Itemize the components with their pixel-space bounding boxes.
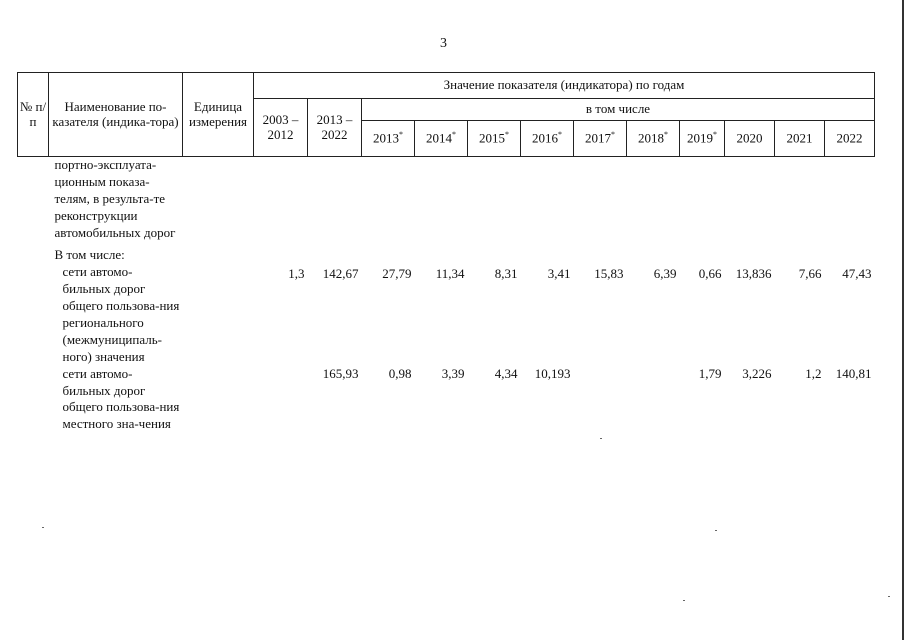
scan-speck — [42, 527, 44, 528]
indicator-intro: В том числе: — [54, 247, 125, 263]
table-row — [18, 366, 875, 434]
value-2014: 11,34 — [435, 266, 465, 282]
header-year-2018: 2018* — [627, 121, 680, 157]
header-year-2019: 2019* — [680, 121, 725, 157]
value-2020: 3,226 — [742, 365, 772, 381]
scan-speck — [888, 596, 890, 597]
indicator-subname: сети автомо-бильных дорог общего пользова-ния местного зна-чения — [62, 365, 180, 432]
scan-speck — [715, 530, 717, 531]
indicator-name — [49, 247, 183, 365]
header-year-2014: 2014* — [415, 121, 468, 157]
value-2016: 10,193 — [534, 365, 571, 381]
value-2020: 13,836 — [735, 266, 772, 282]
indicator-table-wrapper — [17, 72, 875, 433]
table-row — [18, 247, 875, 365]
value-2018 — [627, 366, 680, 434]
value-2021: 7,66 — [798, 266, 822, 282]
header-indicator-name: Наименование по-казателя (индика-тора) — [49, 73, 183, 157]
value-2015: 8,31 — [494, 266, 518, 282]
header-year-2017: 2017* — [574, 121, 627, 157]
indicator-subname: сети автомо-бильных дорог общего пользова-ния регионального (межмуниципаль-ного) значения — [62, 264, 180, 364]
value-2017 — [574, 366, 627, 434]
value-2013: 0,98 — [388, 365, 412, 381]
indicator-name: портно-эксплуата-ционным показа-телям, в результа-те реконструкции автомобильных дорог — [54, 157, 176, 240]
value-2018: 6,39 — [653, 266, 677, 282]
value-2022: 140,81 — [835, 365, 872, 381]
value-2019: 1,79 — [698, 365, 722, 381]
scan-edge-line — [902, 0, 904, 640]
header-period-2013-2022: 2013 – 2022 — [308, 99, 362, 157]
value-2003-2012: 1,3 — [288, 266, 305, 282]
value-2015: 4,34 — [494, 365, 518, 381]
value-2013-2022: 142,67 — [322, 266, 359, 282]
page-number: 3 — [440, 36, 447, 51]
indicator-name — [49, 366, 183, 434]
header-year-2016: 2016* — [521, 121, 574, 157]
value-2013-2022: 165,93 — [322, 365, 359, 381]
indicator-table — [17, 72, 875, 433]
header-year-2022: 2022 — [825, 121, 875, 157]
header-unit: Единица измерения — [183, 73, 254, 157]
header-values-by-year: Значение показателя (индикатора) по годам — [254, 73, 875, 99]
header-year-2021: 2021 — [775, 121, 825, 157]
header-including: в том числе — [362, 99, 875, 121]
value-2016: 3,41 — [547, 266, 571, 282]
header-period-2003-2012: 2003 – 2012 — [254, 99, 308, 157]
value-2019: 0,66 — [698, 266, 722, 282]
header-year-2013: 2013* — [362, 121, 415, 157]
table-row — [18, 157, 875, 248]
value-2021: 1,2 — [805, 365, 822, 381]
value-2022: 47,43 — [842, 266, 872, 282]
value-2013: 27,79 — [382, 266, 412, 282]
scan-speck — [600, 438, 602, 439]
value-2014: 3,39 — [441, 365, 465, 381]
header-number: № п/п — [18, 73, 49, 157]
scan-speck — [683, 600, 685, 601]
value-2003-2012 — [254, 366, 308, 434]
header-year-2015: 2015* — [468, 121, 521, 157]
header-year-2020: 2020 — [725, 121, 775, 157]
value-2017: 15,83 — [594, 266, 624, 282]
